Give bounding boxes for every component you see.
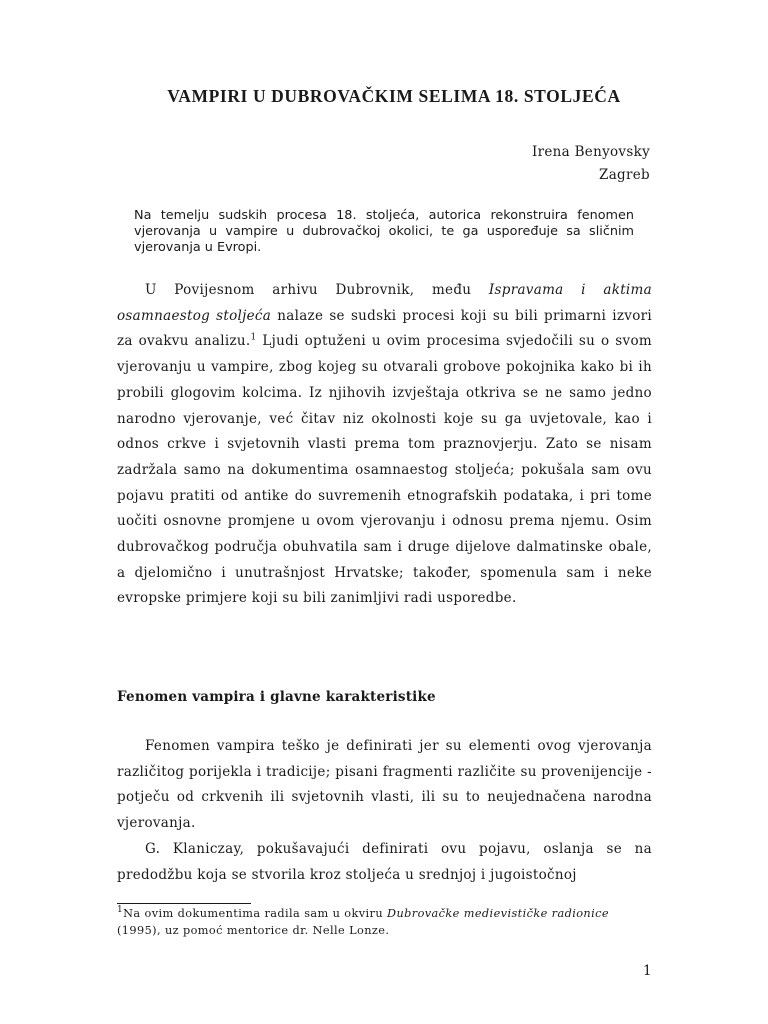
source-title-italic: Ispravama i aktima osamnaestog stoljeća — [117, 282, 652, 324]
intro-text-start: U Povijesnom arhivu Dubrovnik, među — [145, 282, 489, 298]
intro-text-end: Ljudi optuženi u ovim procesima svjedočili su o svom vjerovanju u vampire, zbog kojeg su otvarali grobove pokojnika kako bi ih probili glogovim kolcima. Iz njihovih izvještaja otkriva se ne samo jedno narodno vjerovanje, već čitav niz okolnosti koje su ga uvjetovale, kao i odnos crkve i svjetovnih vlasti prema tom praznovjerju. Zato se nisam zadržala samo na dokumentima osamnaestog stoljeća; pokušala sam ovu pojavu pratiti od antike do suvremenih etnografskih podataka, i pri tome uočiti osnovne promjene u ovom vjerovanju i odnosu prema njemu. Osim dubrovačkog područja obuhvatila sam i druge dijelove dalmatinske obale, a djelomično i unutrašnjost Hrvatske; također, spomenula sam i neke evropske primjere koji su bili zanimljivi radi usporedbe. — [117, 333, 652, 607]
footnote — [117, 906, 637, 939]
footnote-divider — [117, 903, 251, 904]
intro-text-middle: nalaze se sudski procesi koji su bili primarni izvori za ovakvu analizu. — [117, 307, 652, 350]
intro-paragraph — [117, 278, 652, 612]
footnote-text-end: (1995), uz pomoć mentorice dr. Nelle Lonze. — [117, 923, 390, 937]
section-paragraph-2: G. Klaniczay, pokušavajući definirati ovu pojavu, oslanja se na predodžbu koja se stvorila kroz stoljeća u srednjoj i jugoistočnoj — [117, 841, 652, 883]
abstract: Na temelju sudskih procesa 18. stoljeća, autorica rekonstruira fenomen vjerovanja u vampire u dubrovačkoj okolici, te ga uspoređuje sa sličnim vjerovanja u Evropi. — [134, 208, 634, 255]
footnote-italic-title: Dubrovačke medievističke radionice — [387, 907, 609, 920]
footnote-marker: 1 — [117, 905, 124, 916]
author-name: Irena Benyovsky — [531, 144, 650, 160]
section-paragraph-1: Fenomen vampira teško je definirati jer su elementi ovog vjerovanja različitog porijekla i tradicije; pisani fragmenti različite su provenijencije - potječu od crkvenih ili svjetovnih vlasti, ili su to neujednačena narodna vjerovanja. — [117, 738, 652, 832]
footnote-reference[interactable]: 1 — [250, 332, 257, 343]
page-number: 1 — [643, 963, 652, 979]
footnote-text-start: Na ovim dokumentima radila sam u okviru — [123, 907, 387, 920]
paper-title: VAMPIRI U DUBROVAČKIM SELIMA 18. STOLJEĆA — [167, 86, 621, 106]
section-heading: Fenomen vampira i glavne karakteristike — [117, 689, 436, 705]
author-location: Zagreb — [599, 167, 650, 183]
